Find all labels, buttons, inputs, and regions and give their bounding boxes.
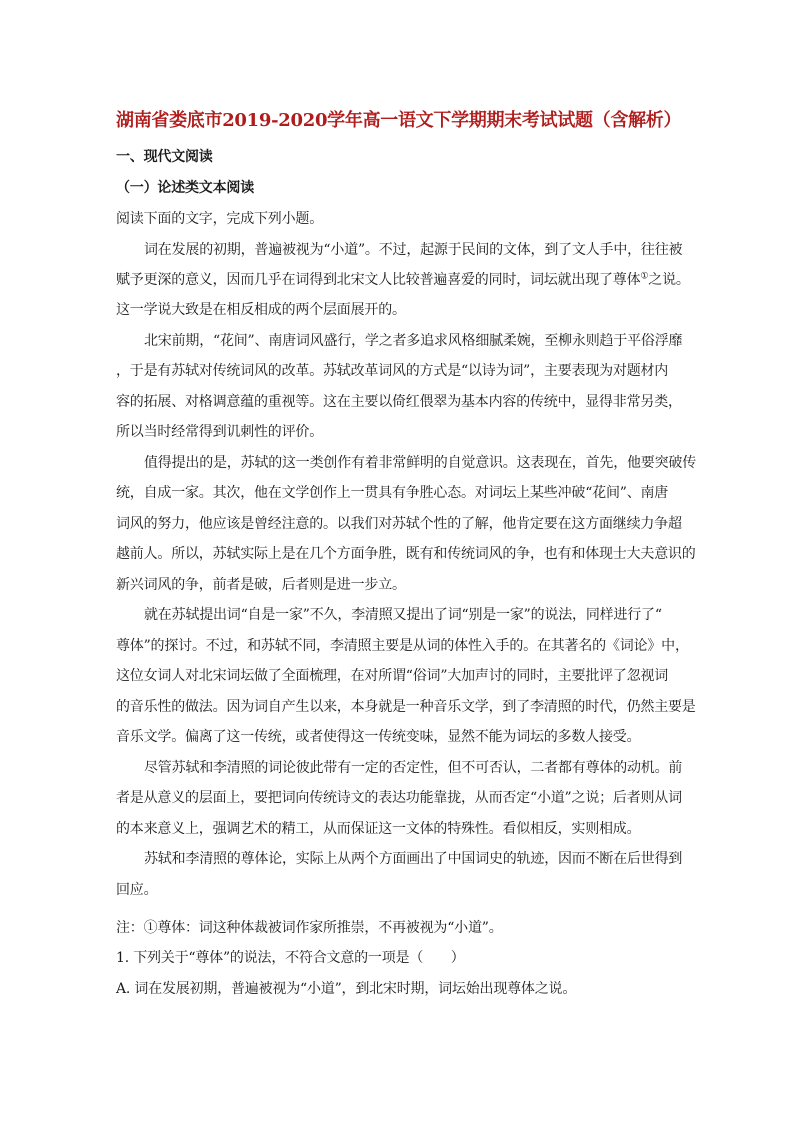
paragraph-1-line-2-text: 赋予更深的意义，因而几乎在词得到北宋文人比较普遍喜爱的同时，词坛就出现了尊体 [116,272,641,288]
paragraph-3-line-1: 值得提出的是，苏轼的这一类创作有着非常鲜明的自觉意识。这表现在，首先，他要突破传 [144,455,696,471]
paragraph-3-line-5: 新兴词风的争，前者是破，后者则是进一步立。 [116,577,406,593]
paragraph-5-line-1: 尽管苏轼和李清照的词论彼此带有一定的否定性，但不可否认，二者都有尊体的动机。前 [144,760,683,776]
instruction-text: 阅读下面的文字，完成下列小题。 [116,211,323,227]
paragraph-2-line-2: ，于是有苏轼对传统词风的改革。苏轼改革词风的方式是“以诗为词”，主要表现为对题材内 [116,363,669,379]
paragraph-5-line-2: 者是从意义的层面上，要把词向传统诗文的表达功能靠拢，从而否定“小道”之说；后者则从词 [116,790,682,806]
paragraph-1-line-2-end: 之说。 [648,272,690,288]
paragraph-2-line-1: 北宋前期，“花间”、南唐词风盛行，学之者多追求风格细腻柔婉，至柳永则趋于平俗浮靡 [144,333,683,349]
paragraph-2-line-3: 容的拓展、对格调意蕴的重视等。这在主要以倚红偎翠为基本内容的传统中，显得非常另类， [116,394,682,410]
section-heading: 一、现代文阅读 [116,149,213,165]
paragraph-3-line-4: 越前人。所以，苏轼实际上是在几个方面争胜，既有和传统词风的争，也有和体现士大夫意识的 [116,546,696,562]
paragraph-4-line-4: 的音乐性的做法。因为词自产生以来，本身就是一种音乐文学，到了李清照的时代，仍然主要是 [116,699,696,715]
paragraph-1-line-2 [116,270,690,290]
paragraph-6-line-2: 回应。 [116,882,158,898]
paragraph-3-line-2: 统，自成一家。其次，他在文学创作上一贯具有争胜心态。对词坛上某些冲破“花间”、南唐 [116,485,669,501]
paragraph-3-line-3: 词风的努力，他应该是曾经注意的。以我们对苏轼个性的了解，他肯定要在这方面继续力争超 [116,516,682,532]
question-1-option-a: A. 词在发展初期，普遍被视为“小道”，到北宋时期，词坛始出现尊体之说。 [116,981,577,997]
subsection-heading: （一）论述类文本阅读 [116,180,254,196]
paragraph-4-line-1: 就在苏轼提出词“自是一家”不久，李清照又提出了词“别是一家”的说法，同样进行了“ [144,607,662,623]
question-1: 1. 下列关于“尊体”的说法，不符合文意的一项是（ ） [116,950,465,966]
footnote-marker: ① [640,271,649,282]
paragraph-5-line-3: 的本来意义上，强调艺术的精工，从而保证这一文体的特殊性。看似相反，实则相成。 [116,821,641,837]
paragraph-1-line-1: 词在发展的初期，普遍被视为“小道”。不过，起源于民间的文体，到了文人手中，往往被 [144,242,683,258]
paragraph-6-line-1: 苏轼和李清照的尊体论，实际上从两个方面画出了中国词史的轨迹，因而不断在后世得到 [144,851,683,867]
paragraph-1-line-3: 这一学说大致是在相反相成的两个层面展开的。 [116,302,406,318]
paragraph-4-line-3: 这位女词人对北宋词坛做了全面梳理，在对所谓“俗词”大加声讨的同时，主要批评了忽视词 [116,668,669,684]
paragraph-4-line-2: 尊体”的探讨。不过，和苏轼不同，李清照主要是从词的体性入手的。在其著名的《词论》中， [116,638,689,654]
paragraph-4-line-5: 音乐文学。偏离了这一传统，或者使得这一传统变味，显然不能为词坛的多数人接受。 [116,729,641,745]
footnote-text: 注：①尊体：词这种体裁被词作家所推崇，不再被视为“小道”。 [116,920,503,936]
document-title: 湖南省娄底市2019-2020学年高一语文下学期期末考试试题（含解析） [116,110,682,131]
paragraph-2-line-4: 所以当时经常得到讥刺性的评价。 [116,424,323,440]
